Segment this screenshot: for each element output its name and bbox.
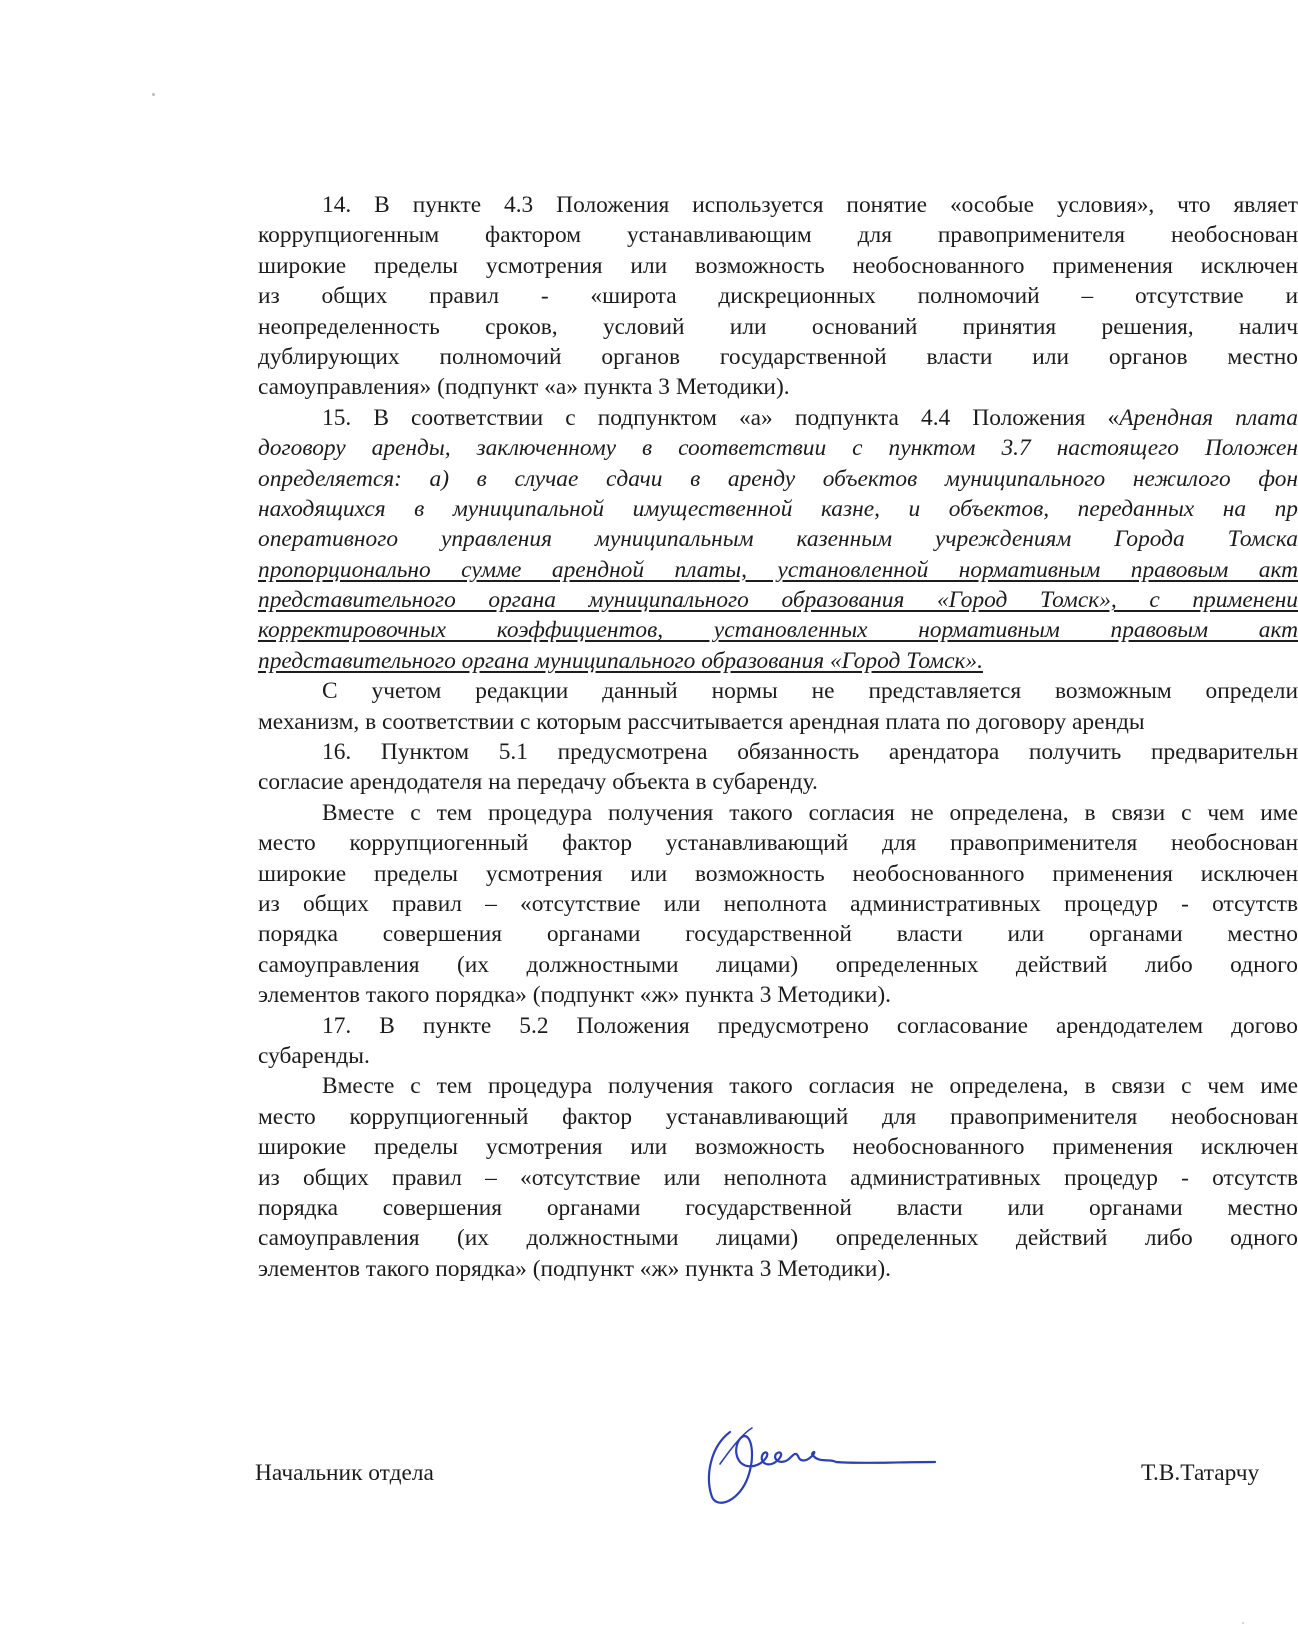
p17b-line: место коррупциогенный фактор устанавливающий для правоприменителя необоснован [258,1103,1298,1130]
p15b-line: С учетом редакции данный нормы не представляется возможным определи [322,678,1298,705]
p16b-line: место коррупциогенный фактор устанавливающий для правоприменителя необоснован [258,830,1298,857]
p14-line: коррупциогенным фактором устанавливающим для правоприменителя необоснован [258,222,1298,249]
p14-line: дублирующих полномочий органов государственной власти или органов местно [258,343,1298,370]
p17b-line: самоуправления (их должностными лицами) определенных действий либо одного [258,1225,1298,1252]
p16b-line: Вместе с тем процедура получения такого согласия не определена, в связи с чем име [322,799,1298,826]
p17b-line: Вместе с тем процедура получения такого согласия не определена, в связи с чем име [322,1073,1298,1100]
p15-quote-line: оперативного управления муниципальным казенным учреждениям Города Томска [258,526,1298,553]
p15-underlined-line: представительного органа муниципального образования «Город Томск», с применени [258,587,1298,614]
p14-line: неопределенность сроков, условий или оснований принятия решения, налич [258,313,1298,340]
p16b-line: из общих правил – «отсутствие или неполнота административных процедур - отсутств [258,890,1298,917]
p15-line [258,403,1298,433]
p16b-line: элементов такого порядка» (подпункт «ж» пункта 3 Методики). [258,982,891,1009]
signer-name: Т.В.Татарчу [1141,1460,1260,1486]
p14-line: самоуправления» (подпункт «а» пункта 3 Методики). [258,374,790,401]
scan-speck [152,93,155,96]
p15-quote-line: находящихся в муниципальной имущественной казне, и объектов, переданных на пр [258,495,1298,522]
p16b-line: порядка совершения органами государственной власти или органами местно [258,921,1298,948]
document-body [258,190,1298,1284]
p16-line: 16. Пунктом 5.1 предусмотрена обязанность арендатора получить предварительн [322,739,1298,766]
p15-underlined-line: представительного органа муниципального образования «Город Томск». [258,647,983,674]
scan-speck [1242,1622,1244,1624]
p15-quote-line: договору аренды, заключенному в соответствии с пунктом 3.7 настоящего Положен [258,435,1298,462]
p15-quote-start: Арендная плата [1119,404,1298,431]
p16-line: согласие арендодателя на передачу объекта в субаренду. [258,769,818,796]
p15-quote-line: определяется: а) в случае сдачи в аренду объектов муниципального нежилого фон [258,465,1298,492]
handwritten-signature [700,1422,950,1512]
p15-underlined-line: корректировочных коэффициентов, установленных нормативным правовым акт [258,617,1298,644]
p14-line: широкие пределы усмотрения или возможность необоснованного применения исключен [258,252,1298,279]
signature-block [0,1440,1275,1520]
p15b-line: механизм, в соответствии с которым рассчитывается арендная плата по договору аренды [258,708,1145,735]
p17b-line: широкие пределы усмотрения или возможность необоснованного применения исключен [258,1134,1298,1161]
p17b-line: порядка совершения органами государственной власти или органами местно [258,1194,1298,1221]
p16b-line: самоуправления (их должностными лицами) определенных действий либо одного [258,951,1298,978]
p15-intro: 15. В соответствии с подпунктом «а» подпункта 4.4 Положения « [322,404,1120,431]
p17b-line: из общих правил – «отсутствие или неполнота административных процедур - отсутств [258,1164,1298,1191]
p14-line: из общих правил - «широта дискреционных полномочий – отсутствие и [258,283,1298,310]
p17-line: субаренды. [258,1042,370,1069]
p14-line: 14. В пункте 4.3 Положения используется понятие «особые условия», что являет [322,192,1298,218]
p16b-line: широкие пределы усмотрения или возможность необоснованного применения исключен [258,860,1298,887]
signer-title: Начальник отдела [255,1460,434,1486]
p17-line: 17. В пункте 5.2 Положения предусмотрено согласование арендодателем догово [322,1012,1298,1039]
p17b-line: элементов такого порядка» (подпункт «ж» пункта 3 Методики). [258,1255,891,1282]
p15-underlined-line: пропорционально сумме арендной платы, установленной нормативным правовым акт [258,556,1298,583]
